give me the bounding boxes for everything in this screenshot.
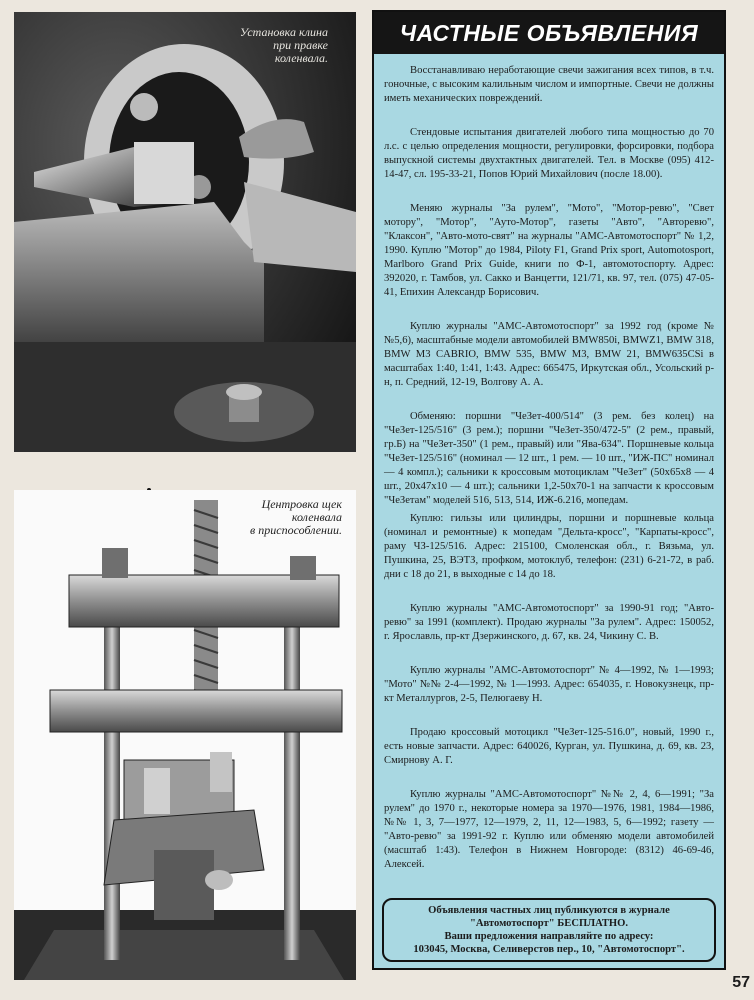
- photo-caption-bottom: Центровка щек коленвала в приспособлении.: [250, 497, 342, 537]
- notice-line: "Автомотоспорт" БЕСПЛАТНО.: [469, 918, 629, 929]
- ad-item: Восстанавливаю неработающие свечи зажигания всех типов, в т.ч. гоночные, с высоким калильным числом и импортные. Свечи не должны иметь механических повреждений.: [384, 65, 714, 104]
- ads-body: [374, 54, 724, 872]
- ad-item: Меняю журналы "За рулем", "Мото", "Мотор-ревю", "Свет мотору", "Мотор", "Ауто-Мотор", газеты "Авто", "Авторевю", "Клаксон", "Авто-мото-свят" на журналы "АМС-Автомотоспорт" № 1,2, 1990. Куплю "Мотор" до 1984, Piloty F1, Grand Prix sport, Automotosport, Marlboro Grand Prix Guide, книги по Ф-1, автомотоспорту. Адрес: 392020, г. Тамбов, ул. Сакко и Ванцетти, 121/71, кв. 97, тел. (075) 47-05-41, Епихин Александр Борисович.: [384, 203, 714, 298]
- ad-item: Продаю кроссовый мотоцикл "ЧеЗет-125-516.0", новый, 1990 г., есть новые запчасти. Адрес: 640026, Курган, ул. Пушкина, д. 69, кв. 23, Смирнову А. Г.: [384, 727, 714, 766]
- ad-item: Куплю журналы "АМС-Автомотоспорт" № 4—1992, № 1—1993; "Мото" №№ 2-4—1992, № 1—1993. Адрес: 654035, г. Новокузнецк, пр-кт Металлургов, 2-5, Пелюгаеву Н.: [384, 665, 714, 704]
- notice-address: 103045, Москва, Селиверстов пер., 10, "Автомотоспорт".: [413, 944, 685, 955]
- submission-notice: [382, 898, 716, 962]
- page-number: 57: [732, 974, 750, 991]
- ad-item: Стендовые испытания двигателей любого типа мощностью до 70 л.с. с целью определения мощности, регулировки, форсировки, подбора выпускной системы двухтактных двигателей. Тел. в Москве (095) 412-14-47, сл. 195-33-21, Попов Юрий Михайлович (после 18.00).: [384, 127, 714, 180]
- classified-ads-panel: [372, 10, 726, 970]
- photo-caption-top: Установка клина при правке коленвала.: [239, 25, 328, 65]
- ad-item: Куплю журналы "АМС-Автомотоспорт" за 1992 год (кроме №№5,6), масштабные модели автомобилей BMW850i, BMWZ1, BMW 318, BMW M3 CABRIO, BMW 535, BMW M3, BMW 21, BMW635CSi в масштабах 1:40, 1:41, 1:43. Адрес: 665475, Иркутская обл., Усольский р-н, п. Средний, 12-19, Волгову А. А.: [384, 321, 714, 388]
- ads-header: ЧАСТНЫЕ ОБЪЯВЛЕНИЯ: [374, 12, 724, 54]
- crankshaft-wedge-photo: [14, 12, 356, 452]
- notice-line: Ваши предложения направляйте по адресу:: [444, 931, 654, 942]
- notice-line: Объявления частных лиц публикуются в журнале: [428, 905, 670, 916]
- ad-item: Куплю журналы "АМС-Автомотоспорт" за 1990-91 год; "Авто-ревю" за 1991 (комплект). Продаю журналы "За рулем". Адрес: 150052, г. Ярославль, пр-кт Дзержинского, д. 67, кв. 24, Чикину С. В.: [384, 603, 714, 642]
- ad-item: Куплю журналы "АМС-Автомотоспорт" №№ 2, 4, 6—1991; "За рулем" до 1970 г., некоторые номера за 1970—1976, 1981, 1984—1986, №№ 1, 3, 7—1977, 12—1979, 2, 11, 12—1983, 5, 6—1992; газету — "Авто-ревю" за 1991-92 г. Куплю или обменяю модели автомобилей (масштаб 1:43). Телефон в Нижнем Новгороде: (8312) 46-69-46, Алексей.: [384, 789, 714, 870]
- ad-item: Куплю: гильзы или цилиндры, поршни и поршневые кольца (номинал и ремонтные) к мопедам "Дельта-кросс", "Карпаты-кросс", раму ЧЗ-125/516. Адрес: 215100, Смоленская обл., г. Вязьма, ул. Пушкина, 25, ВЭТЗ, профком, мотоклуб, телефон: (231) 6-21-72, в раб. дни с 18 до 21, в выходные с 14 до 18.: [384, 513, 714, 580]
- centering-fixture-photo: [14, 490, 356, 980]
- ad-item: Обменяю: поршни "ЧеЗет-400/514" (3 рем. без колец) на "ЧеЗет-125/516" (3 рем.); поршни "ЧеЗет-350/472-5" (2 рем., правый, гр.Б) на "ЧеЗет-350" (1 рем., правый) или "Ява-634". Поршневые кольца "ЧеЗет-125/516" (номинал — 12 шт., 1 рем. — 10 шт., "ИЖ-ПС" номинал — 4 компл.); сальники к кроссовым мотоциклам "ЧеЗет" (50x65x8 — 4 шт., 20x47x10 — 4 шт.); сальники 1,2-50x70-1 на запчасти к кроссовым "ЧеЗетам" моделей 516, 513, 514, ИЖ-6.216, мопедам.: [384, 411, 714, 506]
